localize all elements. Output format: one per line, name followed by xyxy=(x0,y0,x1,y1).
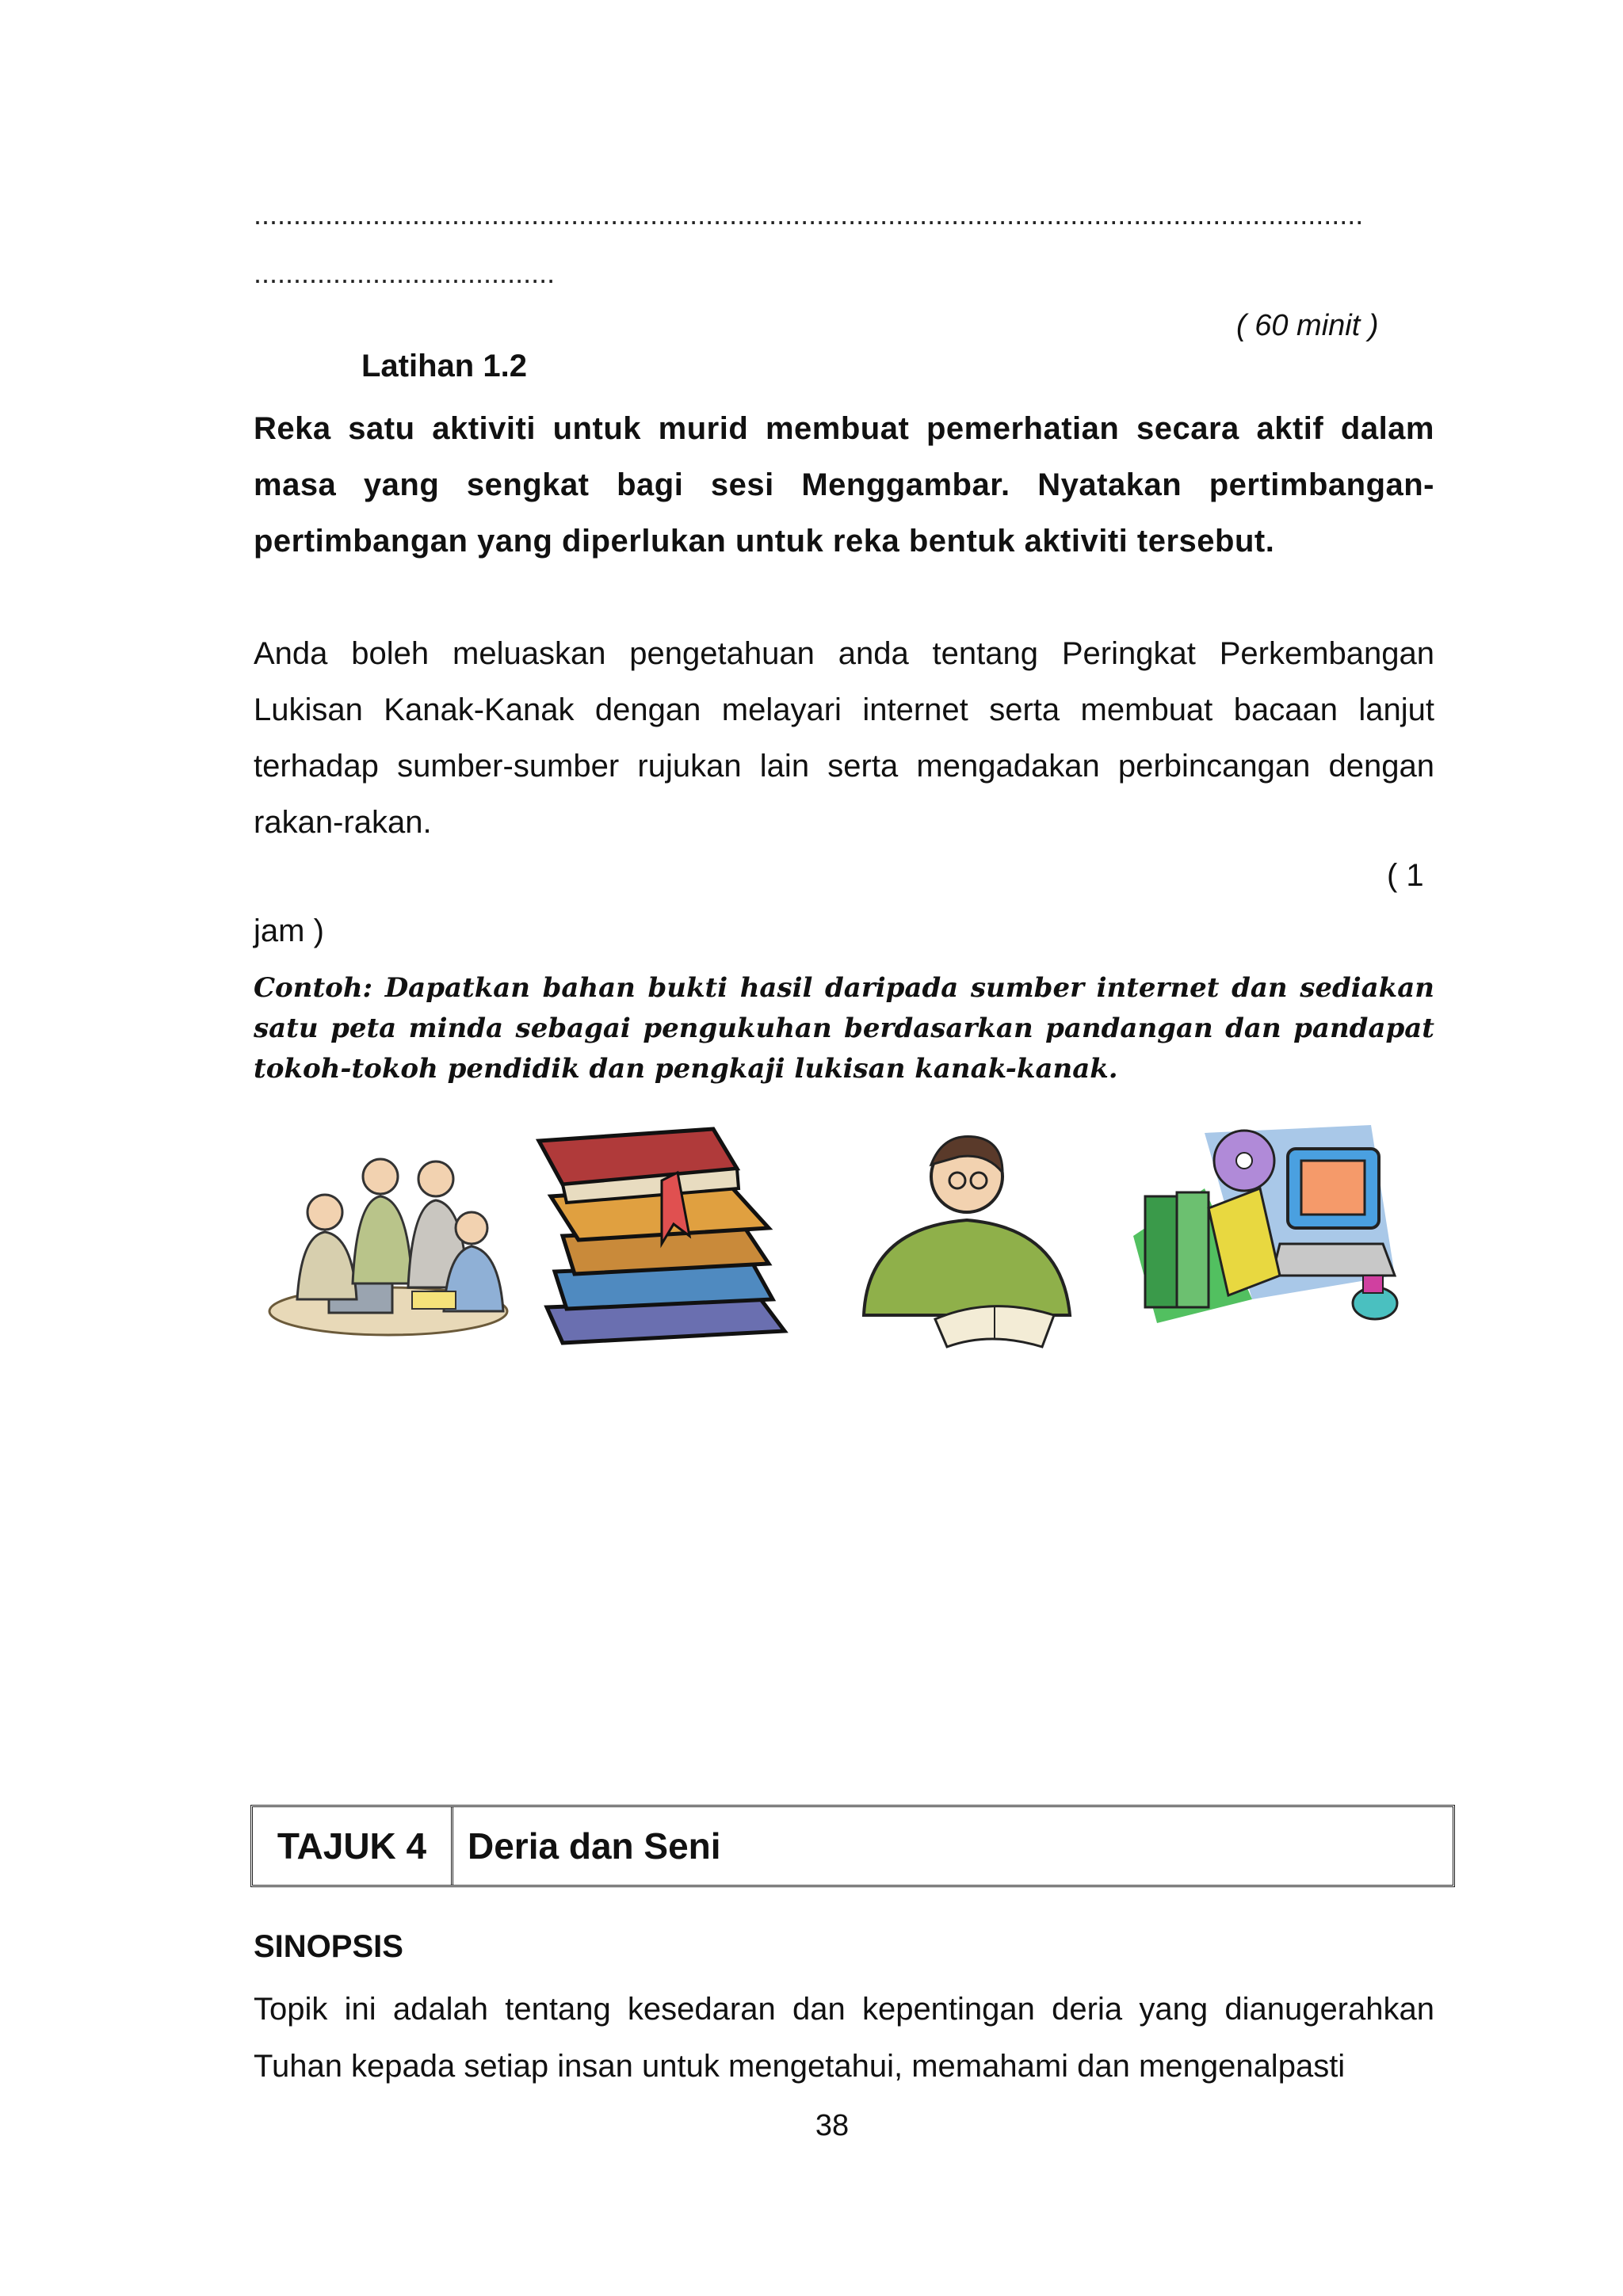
paragraph-duration-part2: jam ) xyxy=(254,913,324,948)
paragraph-duration-part1: ( 1 xyxy=(1387,858,1424,893)
exercise-task: Reka satu aktiviti untuk murid membuat pemerhatian secara aktif dalam masa yang sengkat bagi sesi Menggambar. Nyatakan pertimbangan-pertimbangan yang diperlukan untuk reka bentuk aktiviti tersebut. xyxy=(254,411,1434,559)
topic-title: Deria dan Seni xyxy=(468,1825,721,1867)
synopsis-heading: SINOPSIS xyxy=(254,1929,403,1964)
topic-header-box xyxy=(250,1805,1455,1887)
exercise-title: Latihan 1.2 xyxy=(361,349,527,383)
synopsis-text: Topik ini adalah tentang kesedaran dan kepentingan deria yang dianugerahkan Tuhan kepada setiap insan untuk mengetahui, memahami dan mengenalpasti xyxy=(254,1992,1434,2084)
page-number: 38 xyxy=(815,2109,850,2142)
group-discussion-icon xyxy=(254,1117,523,1355)
answer-dotted-line-1: ............................................................................................................................................ xyxy=(254,198,1364,231)
computer-books-icon xyxy=(1133,1117,1403,1355)
book-stack-icon xyxy=(531,1117,800,1355)
answer-dotted-line-2: ...................................... xyxy=(254,257,556,289)
reading-person-icon xyxy=(840,1117,1109,1355)
topic-number: TAJUK 4 xyxy=(253,1807,453,1885)
extension-paragraph: Anda boleh meluaskan pengetahuan anda tentang Peringkat Perkembangan Lukisan Kanak-Kanak dengan melayari internet serta membuat bacaan lanjut terhadap sumber-sumber rujukan lain serta mengadakan perbincangan dengan rakan-rakan. xyxy=(254,636,1434,840)
exercise-duration: ( 60 minit ) xyxy=(1236,309,1379,342)
example-note: Contoh: Dapatkan bahan bukti hasil daripada sumber internet dan sediakan satu peta minda sebagai pengukuhan berdasarkan pandangan dan pandapat tokoh-tokoh pendidik dan pengkaji lukisan kanak-kanak. xyxy=(254,972,1434,1085)
